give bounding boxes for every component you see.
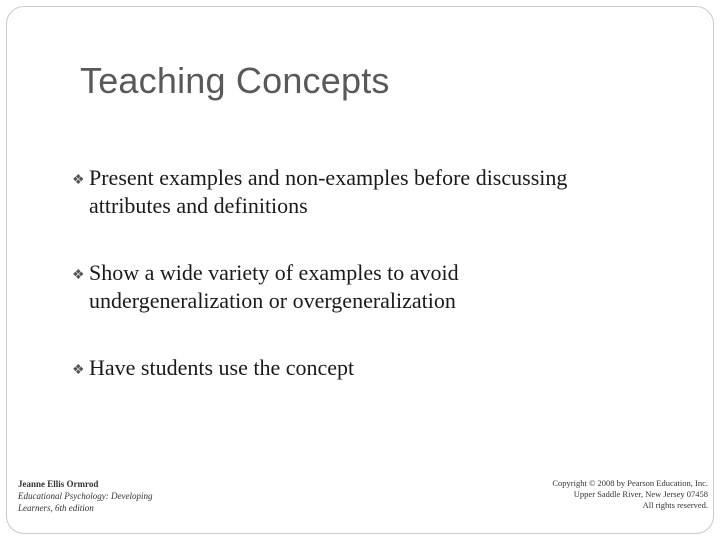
bullet-item xyxy=(74,164,674,220)
footer-citation xyxy=(18,478,188,514)
footer-book-line2: Learners, 6th edition xyxy=(18,503,94,513)
bullet-marker-icon: ❖ xyxy=(72,268,85,283)
bullet-item xyxy=(74,354,674,382)
bullet-text-line2: undergeneralization or overgeneralization xyxy=(89,288,456,313)
copyright-line3: All rights reserved. xyxy=(642,500,708,510)
footer-copyright xyxy=(508,478,708,511)
bullet-text-line2: attributes and definitions xyxy=(89,193,308,218)
bullet-text-line1: Have students use the concept xyxy=(89,355,355,380)
bullet-marker-icon: ❖ xyxy=(72,363,85,378)
bullet-text-line1: Present examples and non-examples before discussing xyxy=(89,165,568,190)
slide-title: Teaching Concepts xyxy=(80,60,390,101)
footer-book-line1: Educational Psychology: Developing xyxy=(18,491,153,501)
copyright-line1: Copyright © 2008 by Pearson Education, Inc. xyxy=(552,478,708,488)
bullet-item xyxy=(74,259,674,315)
footer-author: Jeanne Ellis Ormrod xyxy=(18,479,99,489)
bullet-text-line1: Show a wide variety of examples to avoid xyxy=(89,260,459,285)
copyright-line2: Upper Saddle River, New Jersey 07458 xyxy=(573,489,708,499)
bullet-marker-icon: ❖ xyxy=(72,173,85,188)
bullet-list xyxy=(74,164,674,421)
